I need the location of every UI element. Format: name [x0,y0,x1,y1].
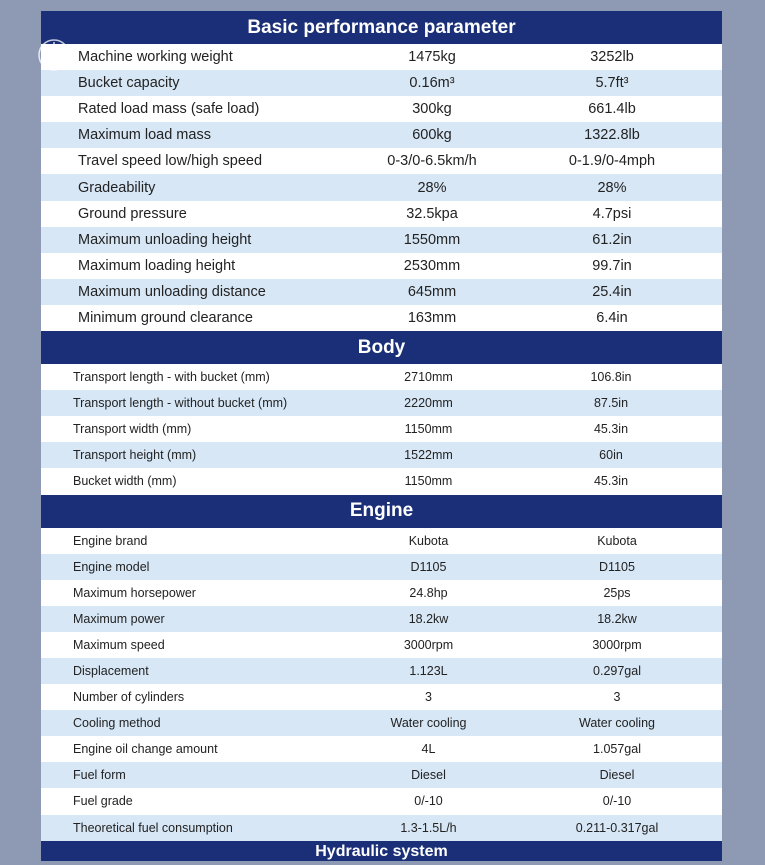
row-label: Theoretical fuel consumption [73,820,233,835]
row-imperial-value: 61.2in [592,231,632,248]
row-label: Engine brand [73,533,148,548]
body-table [41,364,722,494]
row-imperial-value: 4.7psi [592,205,632,222]
table-row [41,815,722,841]
row-imperial-value: 106.8in [590,370,632,385]
table-row [41,70,722,96]
row-imperial-value: 87.5in [593,396,629,411]
row-metric-value: 2220mm [404,396,453,411]
row-metric-value: 0/-10 [414,794,443,809]
row-imperial-value: 5.7ft³ [595,75,629,92]
row-metric-value: 0.16m³ [409,75,455,92]
row-label: Maximum unloading height [78,231,252,248]
section-header-engine [41,495,722,528]
row-label: Maximum loading height [78,257,236,274]
row-label: Engine model [73,559,150,574]
row-metric-value: 2710mm [404,370,453,385]
row-label: Displacement [73,664,149,679]
row-metric-value: 32.5kpa [406,205,458,222]
row-metric-value: Diesel [411,768,446,783]
table-row [41,788,722,814]
table-row [41,305,722,331]
row-imperial-value: 6.4in [596,309,628,326]
row-label: Gradeability [78,179,156,196]
row-label: Cooling method [73,716,161,731]
row-imperial-value: Kubota [597,533,637,548]
row-imperial-value: 3 [613,690,621,705]
table-row [41,736,722,762]
row-label: Travel speed low/high speed [78,153,263,170]
table-row [41,684,722,710]
section-header-hydraulic [41,841,722,861]
engine-table [41,528,722,841]
row-imperial-value: 25.4in [592,283,632,300]
section-title-body: Body [357,336,406,358]
table-row [41,390,722,416]
table-row [41,416,722,442]
section-header-basic [41,11,722,44]
table-row [41,122,722,148]
row-label: Engine oil change amount [73,742,218,757]
row-metric-value: 1.123L [409,664,448,679]
row-metric-value: D1105 [410,559,447,574]
row-metric-value: 28% [417,179,447,196]
table-row [41,148,722,174]
row-label: Minimum ground clearance [78,309,253,326]
row-label: Ground pressure [78,205,187,222]
section-title-hydraulic: Hydraulic system [315,842,448,860]
table-row [41,580,722,606]
table-row [41,632,722,658]
row-label: Transport width (mm) [73,422,192,437]
table-row [41,442,722,468]
row-imperial-value: 661.4lb [588,101,636,118]
row-imperial-value: 0.297gal [593,664,641,679]
row-imperial-value: 0.211-0.317gal [575,820,659,835]
row-imperial-value: 1322.8lb [584,127,640,144]
table-row [41,606,722,632]
table-row [41,96,722,122]
row-metric-value: Water cooling [390,716,467,731]
row-metric-value: 24.8hp [409,585,448,600]
row-metric-value: 1550mm [403,231,461,248]
row-label: Machine working weight [78,49,233,66]
row-imperial-value: 0-1.9/0-4mph [568,153,656,170]
row-metric-value: 1475kg [408,49,456,66]
table-row [41,201,722,227]
table-row [41,658,722,684]
row-imperial-value: Water cooling [579,716,655,731]
spec-sheet [41,11,722,861]
row-label: Fuel grade [73,794,133,809]
table-row [41,468,722,494]
logo-watermark-icon [37,38,71,72]
row-label: Maximum power [73,611,165,626]
row-imperial-value: 28% [597,179,627,196]
table-row [41,44,722,70]
row-imperial-value: 0/-10 [602,794,632,809]
row-metric-value: 4L [421,742,436,757]
section-title-basic: Basic performance parameter [247,16,516,38]
row-metric-value: 645mm [407,283,457,300]
row-metric-value: 3000rpm [403,637,454,652]
row-metric-value: 300kg [412,101,452,118]
row-label: Maximum load mass [78,127,211,144]
row-imperial-value: 25ps [603,585,631,600]
basic-table [41,44,722,331]
table-row [41,554,722,580]
row-metric-value: 2530mm [403,257,461,274]
row-metric-value: 1522mm [404,448,453,463]
row-imperial-value: Diesel [599,768,635,783]
row-metric-value: 163mm [407,309,457,326]
table-row [41,528,722,554]
row-metric-value: 600kg [412,127,452,144]
row-metric-value: Kubota [408,533,449,548]
table-row [41,279,722,305]
table-row [41,174,722,200]
row-imperial-value: 60in [599,448,623,463]
row-label: Maximum unloading distance [78,283,266,300]
row-metric-value: 1.3-1.5L/h [400,820,457,835]
row-label: Transport length - with bucket (mm) [73,370,270,385]
table-row [41,364,722,390]
row-label: Maximum horsepower [73,585,196,600]
row-imperial-value: 99.7in [592,257,632,274]
row-imperial-value: 18.2kw [597,611,637,626]
row-label: Fuel form [73,768,126,783]
row-label: Transport length - without bucket (mm) [73,396,288,411]
row-label: Rated load mass (safe load) [78,101,260,118]
row-label: Bucket width (mm) [73,474,177,489]
table-row [41,710,722,736]
row-label: Transport height (mm) [73,448,197,463]
section-title-engine: Engine [349,500,414,521]
row-label: Maximum speed [73,637,165,652]
section-header-body [41,331,722,364]
row-imperial-value: 45.3in [593,422,629,437]
row-imperial-value: 45.3in [593,474,629,489]
row-imperial-value: D1105 [599,559,635,574]
row-metric-value: 3 [425,690,432,705]
row-label: Number of cylinders [73,690,185,705]
table-row [41,227,722,253]
row-metric-value: 1150mm [404,422,453,437]
row-metric-value: 18.2kw [408,611,449,626]
row-label: Bucket capacity [78,75,180,92]
row-imperial-value: 3000rpm [592,637,642,652]
row-imperial-value: 3252lb [590,49,634,66]
row-metric-value: 1150mm [404,474,453,489]
row-imperial-value: 1.057gal [593,742,641,757]
table-row [41,762,722,788]
row-metric-value: 0-3/0-6.5km/h [387,153,477,170]
table-row [41,253,722,279]
